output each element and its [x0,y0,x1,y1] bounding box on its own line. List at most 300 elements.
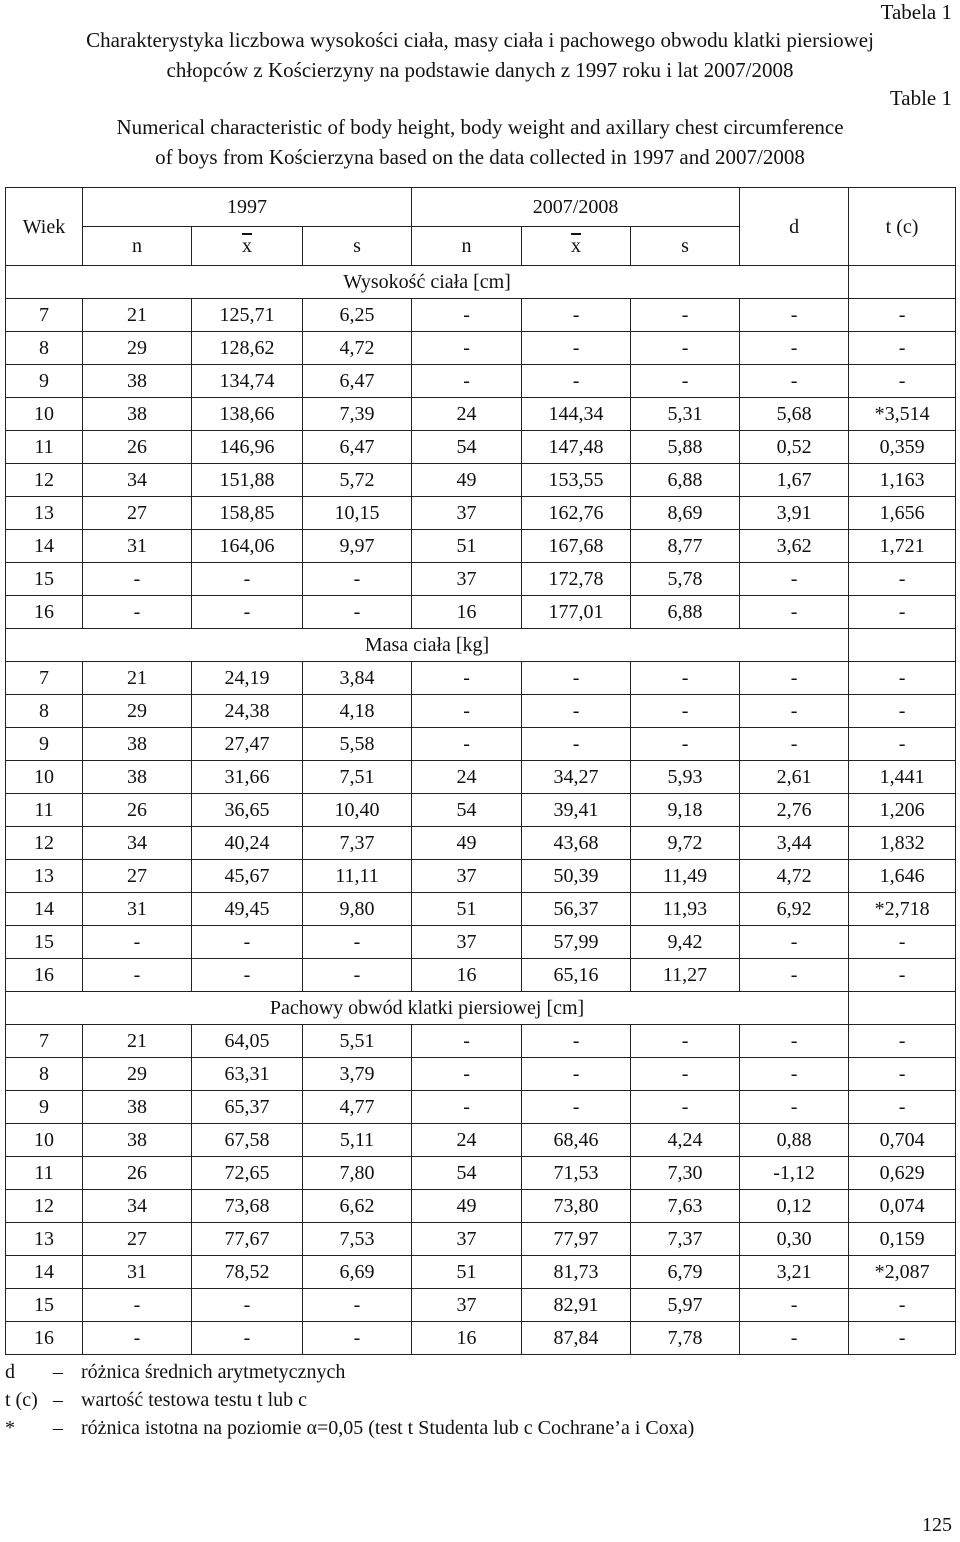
table-cell: - [631,695,740,728]
table-cell: 7,39 [303,398,412,431]
table-cell: 40,24 [192,827,303,860]
table-cell: 27 [83,1223,192,1256]
table-cell: 6,88 [631,596,740,629]
table-cell: - [522,299,631,332]
table-cell: - [740,728,849,761]
section-header-row [6,629,956,662]
table-cell: 4,72 [303,332,412,365]
table-cell: - [849,365,956,398]
table-cell: 0,88 [740,1124,849,1157]
table-row [6,1058,956,1091]
table-cell: 10,15 [303,497,412,530]
table-cell: - [740,695,849,728]
table-cell: 125,71 [192,299,303,332]
table-cell: 34 [83,1190,192,1223]
table-row [6,761,956,794]
table-cell: 0,159 [849,1223,956,1256]
table-cell: 68,46 [522,1124,631,1157]
header-year-2007: 2007/2008 [412,188,740,227]
table-cell: 13 [6,860,83,893]
table-cell: 38 [83,1124,192,1157]
section-title-blank [849,629,956,662]
table-cell: - [631,299,740,332]
table-cell: - [849,1289,956,1322]
table-cell: 9 [6,1091,83,1124]
table-cell: 57,99 [522,926,631,959]
table-cell: 6,47 [303,365,412,398]
table-cell: - [522,332,631,365]
footnote-symbol: d [5,1361,15,1383]
table-cell: - [740,365,849,398]
table-cell: 9,80 [303,893,412,926]
table-cell: 1,163 [849,464,956,497]
table-cell: 36,65 [192,794,303,827]
table-cell: - [522,1025,631,1058]
table-cell: 2,76 [740,794,849,827]
table-cell: - [192,1322,303,1355]
header-d: d [740,188,849,266]
table-cell: 27,47 [192,728,303,761]
table-cell: 151,88 [192,464,303,497]
table-row [6,1223,956,1256]
table-cell: *2,718 [849,893,956,926]
table-cell: - [412,1058,522,1091]
table-cell: 4,24 [631,1124,740,1157]
table-cell: 37 [412,926,522,959]
table-cell: - [412,695,522,728]
table-cell: 5,11 [303,1124,412,1157]
table-cell: - [849,959,956,992]
table-cell: 24 [412,761,522,794]
table-cell: 54 [412,431,522,464]
header-year-1997: 1997 [83,188,412,227]
table-row [6,398,956,431]
section-header-row [6,266,956,299]
table-cell: 6,62 [303,1190,412,1223]
header-x-1997: $\overline{x}$ [192,227,303,266]
table-cell: 5,51 [303,1025,412,1058]
table-cell: - [849,299,956,332]
table-cell: 7,30 [631,1157,740,1190]
table-cell: 50,39 [522,860,631,893]
table-cell: - [631,1025,740,1058]
table-cell: 87,84 [522,1322,631,1355]
table-cell: 14 [6,530,83,563]
table-cell: 37 [412,497,522,530]
table-cell: - [849,563,956,596]
footnotes [5,1358,694,1442]
table-cell: 39,41 [522,794,631,827]
table-cell: - [192,596,303,629]
table-cell: 13 [6,1223,83,1256]
footnote-star [5,1414,694,1442]
table-cell: 6,88 [631,464,740,497]
table-cell: 0,074 [849,1190,956,1223]
footnote-symbol: t (c) [5,1389,38,1411]
table-cell: - [849,1091,956,1124]
table-cell: 5,97 [631,1289,740,1322]
table-cell: 49 [412,1190,522,1223]
table-cell: 16 [6,596,83,629]
table-row [6,464,956,497]
table-cell: 29 [83,695,192,728]
table-cell: 7,53 [303,1223,412,1256]
table-cell: - [522,695,631,728]
table-cell: - [412,299,522,332]
section-title: Masa ciała [kg] [6,629,849,662]
table-cell: - [192,1289,303,1322]
table-cell: - [83,1322,192,1355]
footnote-dash: – [53,1389,63,1411]
table-cell: 10 [6,761,83,794]
table-cell: - [849,596,956,629]
table-cell: 38 [83,761,192,794]
table-cell: 73,80 [522,1190,631,1223]
table-cell: 77,67 [192,1223,303,1256]
table-cell: - [412,728,522,761]
table-cell: 0,52 [740,431,849,464]
table-cell: 11,93 [631,893,740,926]
table-row [6,299,956,332]
table-cell: - [522,365,631,398]
table-cell: 34 [83,827,192,860]
table-row [6,728,956,761]
table-cell: *2,087 [849,1256,956,1289]
table-cell: 3,84 [303,662,412,695]
table-cell: 5,88 [631,431,740,464]
table-cell: 3,62 [740,530,849,563]
table-cell: 38 [83,398,192,431]
header-s-2007: s [631,227,740,266]
table-cell: 45,67 [192,860,303,893]
table-cell: 37 [412,1289,522,1322]
table-cell: 7 [6,299,83,332]
table-cell: 7 [6,1025,83,1058]
header-x-2007: $\overline{x}$ [522,227,631,266]
table-cell: 63,31 [192,1058,303,1091]
table-cell: 164,06 [192,530,303,563]
table-row [6,365,956,398]
header-n-1997: n [83,227,192,266]
table-cell: - [522,1058,631,1091]
table-cell: - [412,332,522,365]
table-cell: 49,45 [192,893,303,926]
table-cell: 1,721 [849,530,956,563]
table-cell: 54 [412,1157,522,1190]
title-en-line-2: of boys from Kościerzyna based on the data collected in 1997 and 2007/2008 [155,145,805,169]
table-row [6,596,956,629]
table-row [6,1025,956,1058]
table-cell: 8 [6,332,83,365]
table-cell: - [83,926,192,959]
table-cell: *3,514 [849,398,956,431]
table-row [6,497,956,530]
table-cell: 15 [6,926,83,959]
table-cell: - [631,662,740,695]
table-row [6,332,956,365]
table-cell: 1,656 [849,497,956,530]
table-cell: - [740,926,849,959]
table-row [6,695,956,728]
table-cell: 146,96 [192,431,303,464]
data-table [5,187,956,1355]
table-cell: - [740,1322,849,1355]
table-row [6,431,956,464]
table-cell: - [192,959,303,992]
table-cell: - [740,1058,849,1091]
table-cell: 24,38 [192,695,303,728]
table-cell: 38 [83,728,192,761]
table-cell: 34 [83,464,192,497]
table-cell: 16 [412,596,522,629]
table-cell: -1,12 [740,1157,849,1190]
table-cell: 27 [83,497,192,530]
table-cell: 1,206 [849,794,956,827]
table-cell: 24 [412,398,522,431]
table-cell: 37 [412,563,522,596]
table-row [6,1157,956,1190]
table-row [6,860,956,893]
table-cell: 5,31 [631,398,740,431]
table-cell: - [849,1058,956,1091]
table-cell: 82,91 [522,1289,631,1322]
table-row [6,662,956,695]
table-cell: 24,19 [192,662,303,695]
table-cell: 11,49 [631,860,740,893]
table-cell: - [631,728,740,761]
table-cell: 27 [83,860,192,893]
table-cell: 6,47 [303,431,412,464]
table-cell: - [522,662,631,695]
table-cell: 11 [6,1157,83,1190]
footnote-text: wartość testowa testu t lub c [81,1389,308,1411]
table-cell: 56,37 [522,893,631,926]
table-cell: - [303,1322,412,1355]
table-cell: - [303,563,412,596]
table-row [6,893,956,926]
table-cell: 6,69 [303,1256,412,1289]
table-cell: 1,441 [849,761,956,794]
table-cell: 4,18 [303,695,412,728]
footnote-dash: – [53,1417,63,1439]
table-label: Table 1 [889,86,952,110]
table-cell: - [740,662,849,695]
table-cell: 3,91 [740,497,849,530]
table-cell: 0,359 [849,431,956,464]
table-cell: 9,18 [631,794,740,827]
table-cell: 34,27 [522,761,631,794]
tabela-label: Tabela 1 [880,0,952,24]
table-cell: 21 [83,1025,192,1058]
table-cell: - [849,662,956,695]
table-cell: 0,629 [849,1157,956,1190]
header-s-1997: s [303,227,412,266]
table-cell: 38 [83,1091,192,1124]
table-cell: 1,67 [740,464,849,497]
table-cell: 6,79 [631,1256,740,1289]
table-cell: 26 [83,431,192,464]
table-cell: 31 [83,530,192,563]
table-cell: 38 [83,365,192,398]
table-cell: - [849,1025,956,1058]
table-cell: - [412,1025,522,1058]
table-row [6,1190,956,1223]
table-cell: 12 [6,464,83,497]
section-header-row [6,992,956,1025]
table-cell: 8,77 [631,530,740,563]
table-cell: - [303,1289,412,1322]
table-cell: 14 [6,893,83,926]
table-cell: 134,74 [192,365,303,398]
table-cell: 67,58 [192,1124,303,1157]
page-number: 125 [922,1514,952,1536]
table-cell: - [631,1091,740,1124]
table-cell: - [849,1322,956,1355]
table-cell: 8 [6,695,83,728]
table-cell: 51 [412,1256,522,1289]
table-cell: 16 [6,1322,83,1355]
footnote-dash: – [53,1361,63,1383]
table-cell: 13 [6,497,83,530]
table-cell: 9,42 [631,926,740,959]
table-row [6,794,956,827]
table-cell: - [849,332,956,365]
table-row [6,530,956,563]
table-body [6,266,956,1355]
table-cell: 3,44 [740,827,849,860]
table-cell: - [83,1289,192,1322]
table-cell: 10 [6,1124,83,1157]
table-row [6,827,956,860]
table-cell: - [740,959,849,992]
table-cell: 9,72 [631,827,740,860]
footnote-symbol: * [5,1417,15,1439]
table-cell: 3,79 [303,1058,412,1091]
section-title: Pachowy obwód klatki piersiowej [cm] [6,992,849,1025]
table-cell: 15 [6,1289,83,1322]
table-cell: 8,69 [631,497,740,530]
table-cell: 21 [83,299,192,332]
table-cell: 128,62 [192,332,303,365]
table-cell: 51 [412,893,522,926]
table-cell: - [412,662,522,695]
table-cell: 6,92 [740,893,849,926]
table-cell: - [849,695,956,728]
table-cell: - [740,299,849,332]
table-cell: 177,01 [522,596,631,629]
table-cell: 7,63 [631,1190,740,1223]
table-cell: 26 [83,794,192,827]
table-cell: 16 [6,959,83,992]
table-cell: - [740,1091,849,1124]
table-cell: 3,21 [740,1256,849,1289]
table-cell: - [631,1058,740,1091]
table-cell: 11,27 [631,959,740,992]
table-cell: 11 [6,794,83,827]
header-n-2007: n [412,227,522,266]
table-cell: - [303,926,412,959]
table-cell: 73,68 [192,1190,303,1223]
table-cell: 16 [412,1322,522,1355]
table-cell: 144,34 [522,398,631,431]
table-cell: 7 [6,662,83,695]
table-cell: 54 [412,794,522,827]
table-cell: 37 [412,860,522,893]
table-cell: 49 [412,827,522,860]
table-cell: 8 [6,1058,83,1091]
table-cell: 9 [6,365,83,398]
header-wiek: Wiek [6,188,83,266]
table-cell: 162,76 [522,497,631,530]
table-cell: 12 [6,1190,83,1223]
table-cell: 10 [6,398,83,431]
table-cell: 21 [83,662,192,695]
table-row [6,959,956,992]
table-cell: - [522,1091,631,1124]
table-cell: 11,11 [303,860,412,893]
table-cell: 43,68 [522,827,631,860]
table-row [6,926,956,959]
section-title-blank [849,266,956,299]
table-cell: 4,72 [740,860,849,893]
table-cell: 29 [83,332,192,365]
table-cell: 7,37 [303,827,412,860]
table-cell: 51 [412,530,522,563]
table-cell: 4,77 [303,1091,412,1124]
table-cell: 65,16 [522,959,631,992]
table-cell: 14 [6,1256,83,1289]
table-cell: - [192,926,303,959]
table-cell: 0,12 [740,1190,849,1223]
table-cell: 7,80 [303,1157,412,1190]
table-cell: - [740,1289,849,1322]
table-cell: 1,832 [849,827,956,860]
table-row [6,1289,956,1322]
table-cell: 138,66 [192,398,303,431]
table-cell: - [83,959,192,992]
table-cell: - [303,596,412,629]
table-cell: 37 [412,1223,522,1256]
table-cell: 49 [412,464,522,497]
table-cell: 5,68 [740,398,849,431]
footnote-text: różnica istotna na poziomie α=0,05 (test t Studenta lub c Cochrane’a i Coxa) [81,1417,695,1439]
table-cell: - [849,728,956,761]
table-cell: 78,52 [192,1256,303,1289]
table-cell: - [740,332,849,365]
table-cell: 31,66 [192,761,303,794]
table-cell: - [83,563,192,596]
table-cell: 153,55 [522,464,631,497]
table-cell: 31 [83,1256,192,1289]
table-cell: 12 [6,827,83,860]
table-cell: 5,58 [303,728,412,761]
table-row [6,563,956,596]
table-cell: 81,73 [522,1256,631,1289]
table-cell: 24 [412,1124,522,1157]
table-row [6,1256,956,1289]
footnote-text: różnica średnich arytmetycznych [81,1361,346,1383]
title-en-line-1: Numerical characteristic of body height, body weight and axillary chest circumference [116,115,844,139]
table-cell: - [412,365,522,398]
table-row [6,1091,956,1124]
footnote-t [5,1386,694,1414]
table-cell: 77,97 [522,1223,631,1256]
table-cell: 9,97 [303,530,412,563]
table-cell: 5,78 [631,563,740,596]
section-title-blank [849,992,956,1025]
table-cell: 147,48 [522,431,631,464]
title-pl-line-2: chłopców z Kościerzyny na podstawie danych z 1997 roku i lat 2007/2008 [166,58,794,82]
